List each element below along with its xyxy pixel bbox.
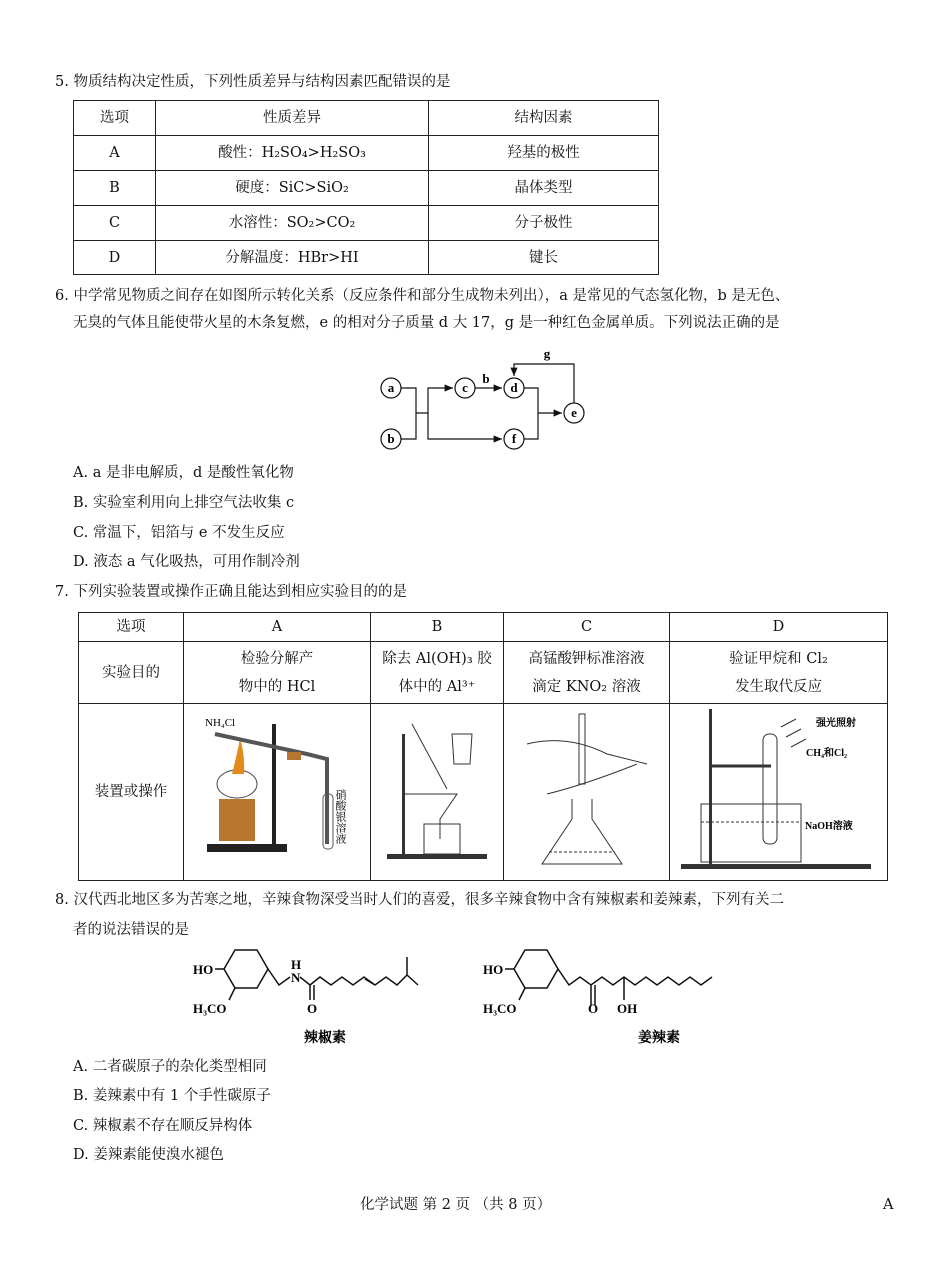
q7-stem: 7. 下列实验装置或操作正确且能达到相应实验目的的是 bbox=[55, 584, 407, 600]
apparatus-a bbox=[184, 704, 371, 881]
factor-cell: 晶体类型 bbox=[429, 171, 659, 206]
table-row bbox=[74, 171, 659, 206]
light-label: 强光照射 bbox=[816, 718, 856, 729]
purpose-line: 验证甲烷和 Cl₂ bbox=[729, 650, 828, 667]
purpose-line: 发生取代反应 bbox=[735, 678, 822, 695]
mol2-o: O bbox=[588, 1001, 599, 1016]
mol2-och3: H₃CO bbox=[483, 1001, 517, 1016]
purpose-d bbox=[670, 642, 888, 704]
q5-header: 选项 bbox=[74, 101, 156, 136]
q7-header: A bbox=[184, 613, 371, 642]
purpose-line: 滴定 KNO₂ 溶液 bbox=[532, 678, 641, 695]
node-c: c bbox=[462, 380, 468, 395]
gas-label: CH₄和Cl₂ bbox=[806, 748, 847, 759]
option-cell: C bbox=[74, 206, 156, 241]
q6-option-d: D. 液态 a 气化吸热，可用作制冷剂 bbox=[73, 554, 300, 570]
naoh-label: NaOH溶液 bbox=[805, 821, 853, 832]
node-b: b bbox=[387, 431, 395, 446]
mol1-ho: HO bbox=[193, 962, 214, 977]
option-cell: A bbox=[74, 136, 156, 171]
q5-table bbox=[73, 100, 659, 275]
q8-option-a: A. 二者碳原子的杂化类型相同 bbox=[73, 1059, 267, 1075]
capsaicin-label: 辣椒素 bbox=[304, 1031, 346, 1046]
apparatus-label: 装置或操作 bbox=[79, 704, 184, 881]
purpose-line: 除去 Al(OH)₃ 胶 bbox=[382, 650, 492, 667]
purpose-label: 实验目的 bbox=[79, 642, 184, 704]
table-row bbox=[74, 206, 659, 241]
mol2-oh: OH bbox=[617, 1001, 638, 1016]
table-row bbox=[79, 704, 888, 881]
q7-header: B bbox=[371, 613, 504, 642]
q7-header: 选项 bbox=[79, 613, 184, 642]
prop-value: HBr>HI bbox=[297, 249, 359, 266]
q7-table bbox=[78, 612, 888, 881]
heating-apparatus-figure bbox=[187, 704, 367, 874]
factor-cell: 键长 bbox=[429, 241, 659, 275]
mol1-och3: H₃CO bbox=[193, 1001, 227, 1016]
arrow-label-b: b bbox=[482, 371, 490, 386]
q8-stem-line1: 8. 汉代西北地区多为苦寒之地，辛辣食物深受当时人们的喜爱，很多辛辣食物中含有辣椒素和姜辣素，下列有关二 bbox=[55, 892, 784, 908]
mol1-o: O bbox=[307, 1001, 318, 1016]
property-cell bbox=[156, 206, 429, 241]
prop-label: 硬度： bbox=[235, 180, 279, 196]
purpose-line: 体中的 Al³⁺ bbox=[398, 678, 476, 695]
q6-option-c: C. 常温下，铝箔与 e 不发生反应 bbox=[73, 525, 285, 541]
methane-chlorine-figure bbox=[671, 704, 886, 874]
q5-header: 性质差异 bbox=[156, 101, 429, 136]
prop-label: 水溶性： bbox=[228, 215, 287, 231]
mol1-nh-h: H bbox=[291, 957, 302, 972]
node-a: a bbox=[387, 380, 395, 395]
purpose-line: 检验分解产 bbox=[240, 650, 314, 667]
purpose-line: 高锰酸钾标准溶液 bbox=[528, 650, 645, 667]
node-e: e bbox=[571, 405, 577, 420]
q6-stem-line2: 无臭的气体且能使带火星的木条复燃，e 的相对分子质量 d 大 17，g 是一种红色金属单质。下列说法正确的是 bbox=[73, 315, 780, 331]
node-g: g bbox=[543, 346, 551, 361]
node-f: f bbox=[511, 431, 517, 446]
paper-version: A bbox=[883, 1197, 894, 1213]
page-footer: 化学试题 第 2 页 （共 8 页） bbox=[360, 1197, 552, 1213]
apparatus-c bbox=[504, 704, 670, 881]
molecule-structures bbox=[185, 945, 825, 1050]
prop-label: 分解温度： bbox=[225, 249, 298, 266]
q6-option-a: A. a 是非电解质，d 是酸性氧化物 bbox=[73, 465, 294, 481]
table-row bbox=[74, 136, 659, 171]
mol1-n: N bbox=[291, 970, 301, 985]
gingerol-label: 姜辣素 bbox=[638, 1031, 680, 1046]
table-row bbox=[74, 241, 659, 275]
mol2-ho: HO bbox=[483, 962, 504, 977]
q7-header: D bbox=[670, 613, 888, 642]
q6-option-b: B. 实验室利用向上排空气法收集 c bbox=[73, 495, 295, 511]
purpose-c bbox=[504, 642, 670, 704]
property-cell bbox=[156, 171, 429, 206]
option-cell: D bbox=[74, 241, 156, 275]
q8-option-c: C. 辣椒素不存在顺反异构体 bbox=[73, 1118, 253, 1134]
q7-header: C bbox=[504, 613, 670, 642]
q6-stem-line1: 6. 中学常见物质之间存在如图所示转化关系（反应条件和部分生成物未列出），a 是常见的气态氢化物，b 是无色、 bbox=[55, 288, 790, 304]
prop-label: 酸性： bbox=[218, 145, 262, 161]
property-cell bbox=[156, 136, 429, 171]
q5-header: 结构因素 bbox=[429, 101, 659, 136]
prop-value: H₂SO₄>H₂SO₃ bbox=[261, 145, 366, 161]
apparatus-b bbox=[371, 704, 504, 881]
q5-stem: 5. 物质结构决定性质，下列性质差异与结构因素匹配错误的是 bbox=[55, 74, 451, 90]
option-cell: B bbox=[74, 171, 156, 206]
property-cell bbox=[156, 241, 429, 275]
purpose-b bbox=[371, 642, 504, 704]
table-row bbox=[79, 642, 888, 704]
apparatus-d bbox=[670, 704, 888, 881]
prop-value: SO₂>CO₂ bbox=[286, 215, 356, 231]
titration-figure bbox=[507, 704, 667, 874]
purpose-a bbox=[184, 642, 371, 704]
agno3-label: 硝酸银溶液 bbox=[334, 789, 346, 844]
q8-option-b: B. 姜辣素中有 1 个手性碳原子 bbox=[73, 1088, 271, 1104]
conversion-diagram bbox=[370, 342, 600, 457]
factor-cell: 羟基的极性 bbox=[429, 136, 659, 171]
q8-stem-line2: 者的说法错误的是 bbox=[73, 922, 189, 938]
filtration-figure bbox=[372, 704, 502, 874]
node-d: d bbox=[510, 380, 518, 395]
q8-option-d: D. 姜辣素能使溴水褪色 bbox=[73, 1147, 224, 1163]
purpose-line: 物中的 HCl bbox=[238, 678, 316, 695]
prop-value: SiC>SiO₂ bbox=[278, 180, 349, 196]
factor-cell: 分子极性 bbox=[429, 206, 659, 241]
nh4cl-label: NH₄Cl bbox=[205, 717, 236, 729]
